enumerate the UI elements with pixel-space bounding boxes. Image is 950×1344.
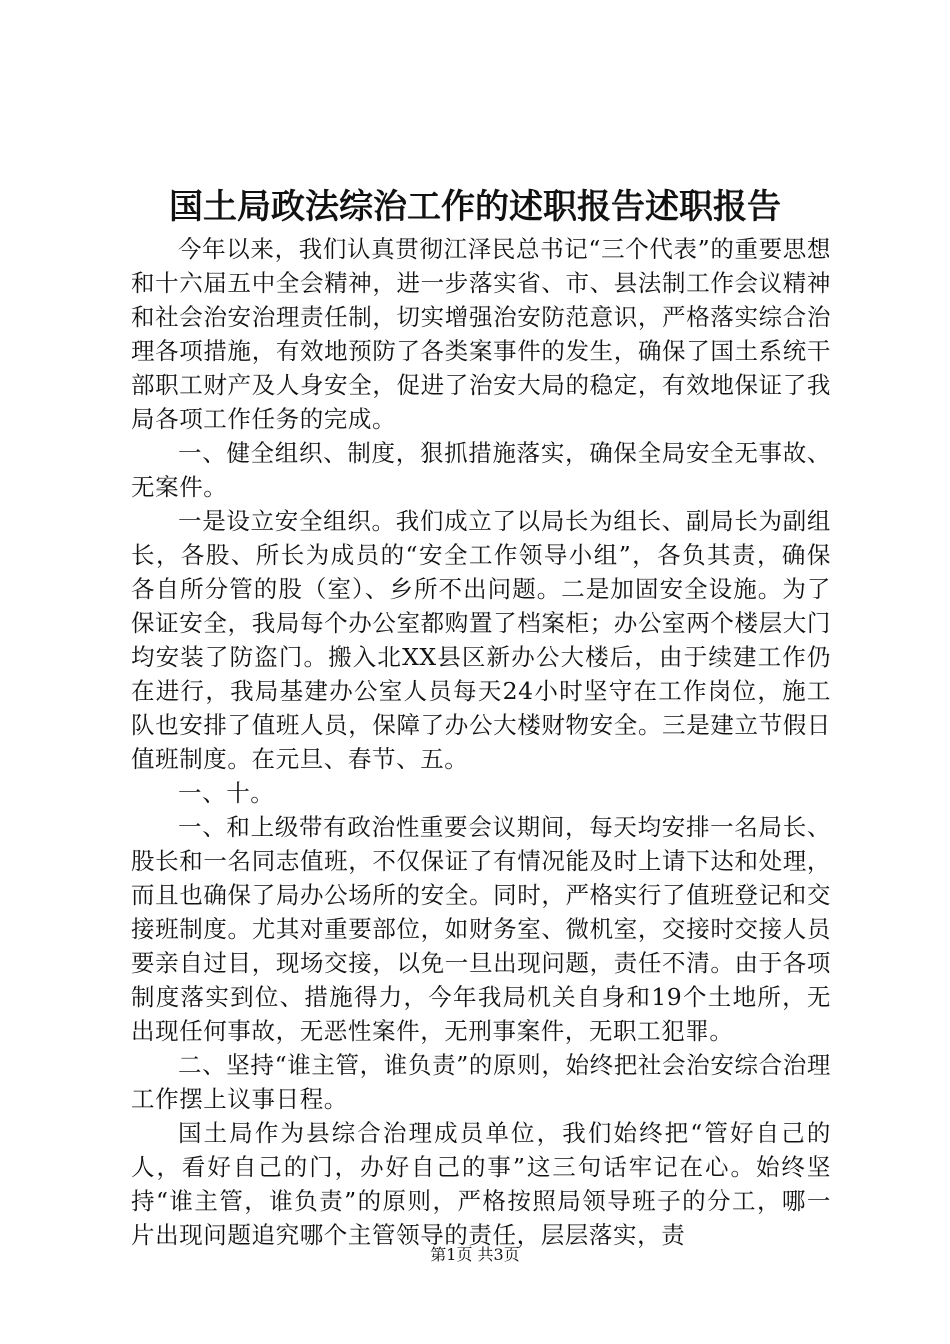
paragraph-duty-system: 一、和上级带有政治性重要会议期间，每天均安排一名局长、股长和一名同志值班，不仅保证了有情况能及时上请下达和处理，而且也确保了局办公场所的安全。同时，严格实行了值班登记和交接班制度。尤其对重要部位，如财务室、微机室，交接时交接人员要亲自过目，现场交接，以免一旦出现问题，责任不清。由于各项制度落实到位、措施得力，今年我局机关自身和19个土地所，无出现任何事故，无恶性案件，无刑事案件，无职工犯罪。 [131,813,831,1045]
page-number: 第1页 [430,1245,473,1264]
paragraph-fragment: 一、十。 [178,779,275,807]
document-title: 国土局政法综治工作的述职报告述职报告 [169,187,781,227]
paragraph-section-1-heading: 一、健全组织、制度，狠抓措施落实，确保全局安全无事故、无案件。 [131,439,831,501]
paragraph-section-2-heading: 二、坚持“谁主管，谁负责”的原则，始终把社会治安综合治理工作摆上议事日程。 [131,1051,831,1113]
paragraph-responsibility: 国土局作为县综合治理成员单位，我们始终把“管好自己的人，看好自己的门，办好自己的事”这三句话牢记在心。始终坚持“谁主管，谁负责”的原则，严格按照局领导班子的分工，哪一片出现问题追究哪个主管领导的责任，层层落实，责 [131,1119,831,1249]
paragraph-intro: 今年以来，我们认真贯彻江泽民总书记“三个代表”的重要思想和十六届五中全会精神，进一步落实省、市、县法制工作会议精神和社会治安治理责任制，切实增强治安防范意识，严格落实综合治理各项措施，有效地预防了各类案事件的发生，确保了国土系统干部职工财产及人身安全，促进了治安大局的稳定，有效地保证了我局各项工作任务的完成。 [131,235,831,433]
page-total: 共3页 [477,1245,520,1264]
paragraph-security-organization: 一是设立安全组织。我们成立了以局长为组长、副局长为副组长，各股、所长为成员的“安全工作领导小组”，各负其责，确保各自所分管的股（室）、乡所不出问题。二是加固安全设施。为了保证安全，我局每个办公室都购置了档案柜；办公室两个楼层大门均安装了防盗门。搬入北XX县区新办公大楼后，由于续建工作仍在进行，我局基建办公室人员每天24小时坚守在工作岗位，施工队也安排了值班人员，保障了办公大楼财物安全。三是建立节假日值班制度。在元旦、春节、五。 [131,507,831,773]
document-body [131,232,831,1252]
page-footer [0,1243,950,1267]
